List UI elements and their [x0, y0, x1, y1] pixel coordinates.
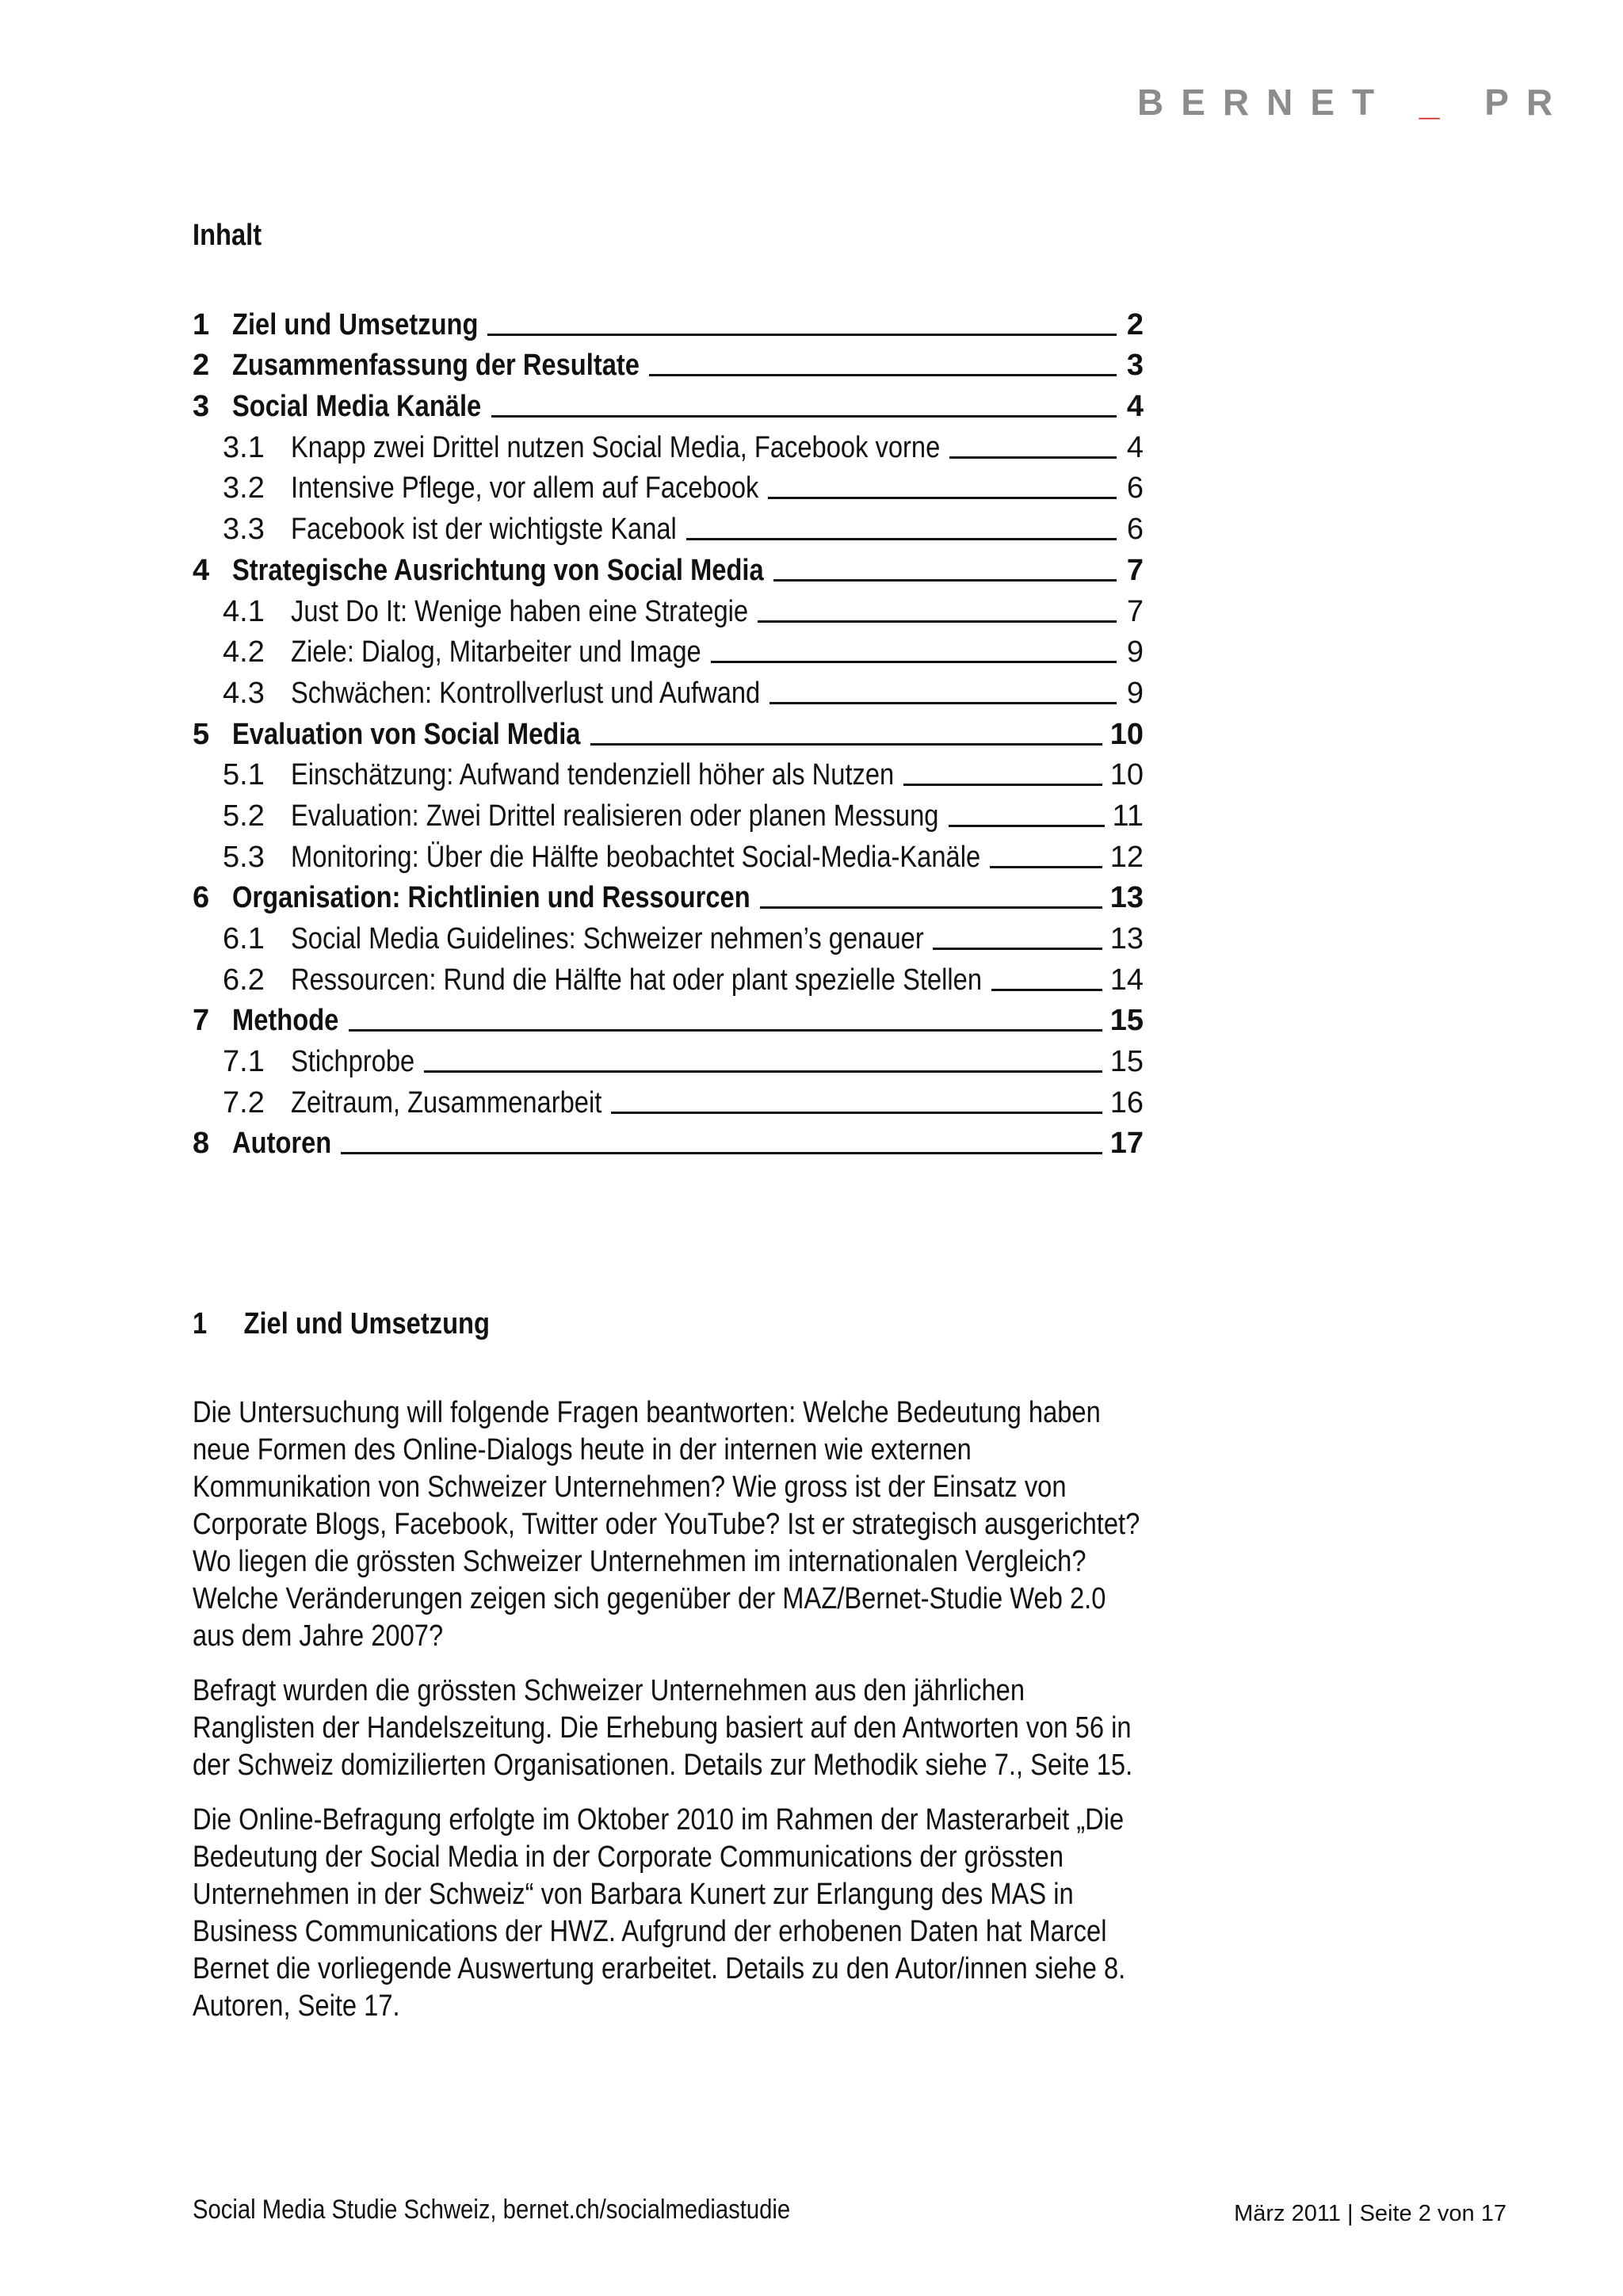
toc-entry-title: Zusammenfassung der Resultate	[232, 349, 640, 383]
toc-leader-line	[949, 456, 1117, 459]
toc-entry-number: 4	[193, 553, 210, 587]
toc-entry-title: Stichprobe	[291, 1045, 415, 1079]
toc-entry[interactable]	[193, 792, 1144, 833]
toc-entry-number: 5.2	[223, 799, 265, 833]
toc-entry[interactable]	[193, 547, 1144, 588]
toc-entry-page: 12	[1109, 840, 1144, 874]
toc-entry-page: 13	[1109, 922, 1144, 955]
toc-entry-page: 4	[1126, 390, 1144, 424]
toc-entry-title: Organisation: Richtlinien und Ressourcen	[232, 881, 750, 915]
toc-leader-line	[686, 538, 1117, 540]
toc-entry-page: 4	[1126, 430, 1144, 464]
footer-source: Social Media Studie Schweiz, bernet.ch/socialmediastudie	[193, 2195, 791, 2225]
logo-text-right: PR	[1484, 82, 1571, 123]
toc-entry[interactable]	[193, 629, 1144, 670]
toc-entry-page: 16	[1109, 1085, 1144, 1119]
paragraph: Die Untersuchung will folgende Fragen beantworten: Welche Bedeutung haben neue Formen des Online-Dialogs heute in der internen wie externen Kommunikation von Schweizer Unternehmen? Wie gross ist der Einsatz von Corporate Blogs, Facebook, Twitter oder YouTube? Ist er strategisch ausgerichtet? Wo liegen die grössten Schweizer Unternehmen im internationalen Vergleich? Welche Veränderungen zeigen sich gegenüber der MAZ/Bernet-Studie Web 2.0 aus dem Jahre 2007?	[193, 1396, 1140, 1653]
toc-entry-number: 4.3	[223, 676, 265, 710]
toc-entry-number: 5.1	[223, 758, 265, 792]
toc-leader-line	[491, 415, 1117, 418]
table-of-contents	[193, 301, 1144, 1161]
toc-entry-page: 10	[1109, 717, 1144, 751]
toc-entry-number: 6.1	[223, 922, 265, 955]
toc-entry-page: 13	[1109, 881, 1144, 915]
toc-entry[interactable]	[193, 301, 1144, 342]
toc-entry-title: Autoren	[232, 1127, 332, 1161]
toc-entry[interactable]	[193, 752, 1144, 793]
toc-entry[interactable]	[193, 342, 1144, 383]
toc-entry-title: Just Do It: Wenige haben eine Strategie	[291, 594, 749, 628]
toc-entry[interactable]	[193, 875, 1144, 916]
toc-entry-title: Evaluation von Social Media	[232, 717, 581, 751]
toc-entry-page: 7	[1126, 553, 1144, 587]
toc-entry-number: 7.1	[223, 1045, 265, 1079]
toc-entry-page: 3	[1126, 349, 1144, 383]
toc-entry-number: 1	[193, 307, 210, 341]
toc-leader-line	[590, 743, 1102, 746]
toc-entry[interactable]	[193, 956, 1144, 997]
toc-entry-title: Strategische Ausrichtung von Social Media	[232, 553, 764, 587]
toc-leader-line	[949, 825, 1105, 827]
logo-underscore: _	[1419, 82, 1457, 123]
toc-entry[interactable]	[193, 424, 1144, 465]
toc-leader-line	[487, 334, 1117, 336]
toc-entry-number: 2	[193, 349, 210, 383]
toc-entry-title: Monitoring: Über die Hälfte beobachtet Social-Media-Kanäle	[291, 840, 981, 874]
section-title: Ziel und Umsetzung	[243, 1307, 490, 1341]
toc-entry[interactable]	[193, 1120, 1144, 1161]
toc-entry-page: 2	[1126, 307, 1144, 341]
toc-entry-page: 17	[1109, 1127, 1144, 1161]
toc-leader-line	[611, 1112, 1102, 1114]
toc-leader-line	[649, 374, 1117, 376]
toc-entry-title: Social Media Kanäle	[232, 390, 482, 424]
toc-entry-number: 3.1	[223, 430, 265, 464]
toc-entry-title: Einschätzung: Aufwand tendenziell höher als Nutzen	[291, 758, 895, 792]
toc-entry-page: 6	[1126, 471, 1144, 505]
toc-leader-line	[933, 948, 1102, 950]
bernet-pr-logo	[1137, 81, 1570, 124]
toc-entry-page: 15	[1109, 1004, 1144, 1038]
toc-entry-title: Facebook ist der wichtigste Kanal	[291, 513, 677, 547]
toc-leader-line	[769, 702, 1117, 704]
toc-entry-number: 6.2	[223, 963, 265, 997]
toc-entry-number: 7.2	[223, 1085, 265, 1119]
toc-entry[interactable]	[193, 669, 1144, 711]
toc-entry-title: Zeitraum, Zusammenarbeit	[291, 1085, 602, 1119]
paragraph: Die Online-Befragung erfolgte im Oktober 2010 im Rahmen der Masterarbeit „Die Bedeutung der Social Media in der Corporate Communications der grössten Unternehmen in der Schweiz“ von Barbara Kunert zur Erlangung des MAS in Business Communications der HWZ. Aufgrund der erhobenen Daten hat Marcel Bernet die vorliegende Auswertung erarbeitet. Details zu den Autor/innen siehe 8. Autoren, Seite 17.	[193, 1803, 1126, 2023]
toc-entry-number: 3	[193, 390, 210, 424]
toc-entry[interactable]	[193, 915, 1144, 956]
toc-entry-title: Methode	[232, 1004, 339, 1038]
toc-entry[interactable]	[193, 1079, 1144, 1120]
toc-leader-line	[768, 497, 1117, 499]
toc-entry-number: 8	[193, 1127, 210, 1161]
toc-leader-line	[903, 784, 1102, 786]
toc-title: Inhalt	[193, 219, 262, 252]
toc-entry-page: 11	[1112, 799, 1144, 833]
toc-entry-title: Evaluation: Zwei Drittel realisieren oder planen Messung	[291, 799, 939, 833]
toc-leader-line	[991, 989, 1102, 991]
toc-leader-line	[773, 579, 1117, 582]
paragraph: Befragt wurden die grössten Schweizer Unternehmen aus den jährlichen Ranglisten der Handelszeitung. Die Erhebung basiert auf den Antworten von 56 in der Schweiz domizilierten Organisationen. Details zur Methodik siehe 7., Seite 15.	[193, 1674, 1133, 1782]
toc-leader-line	[711, 661, 1117, 663]
toc-entry[interactable]	[193, 588, 1144, 629]
toc-entry[interactable]	[193, 997, 1144, 1039]
toc-entry-title: Intensive Pflege, vor allem auf Facebook	[291, 471, 759, 505]
section-heading	[193, 1307, 490, 1341]
toc-entry[interactable]	[193, 711, 1144, 752]
toc-entry[interactable]	[193, 1038, 1144, 1079]
toc-entry-number: 7	[193, 1004, 210, 1038]
section-body	[193, 1394, 1148, 2042]
toc-entry-title: Ziele: Dialog, Mitarbeiter und Image	[291, 635, 701, 669]
toc-entry-number: 3.2	[223, 471, 265, 505]
toc-leader-line	[760, 906, 1102, 909]
toc-entry[interactable]	[193, 505, 1144, 547]
toc-entry[interactable]	[193, 833, 1144, 875]
toc-entry-number: 4.2	[223, 635, 265, 669]
toc-entry-page: 6	[1126, 513, 1144, 547]
toc-entry-title: Schwächen: Kontrollverlust und Aufwand	[291, 676, 761, 710]
toc-entry-title: Ziel und Umsetzung	[232, 307, 479, 341]
toc-entry-number: 3.3	[223, 513, 265, 547]
toc-entry-title: Social Media Guidelines: Schweizer nehmen’s genauer	[291, 922, 924, 955]
toc-entry[interactable]	[193, 465, 1144, 506]
toc-entry-number: 6	[193, 881, 210, 915]
toc-entry-page: 9	[1126, 676, 1144, 710]
toc-entry-page: 15	[1109, 1045, 1144, 1079]
toc-entry-page: 14	[1109, 963, 1144, 997]
toc-entry-number: 5.3	[223, 840, 265, 874]
toc-entry-title: Knapp zwei Drittel nutzen Social Media, Facebook vorne	[291, 430, 941, 464]
toc-entry-number: 4.1	[223, 594, 265, 628]
toc-leader-line	[424, 1070, 1102, 1073]
toc-entry[interactable]	[193, 383, 1144, 424]
toc-leader-line	[349, 1029, 1102, 1032]
toc-leader-line	[990, 866, 1102, 868]
toc-entry-number: 5	[193, 717, 210, 751]
toc-entry-page: 10	[1109, 758, 1144, 792]
toc-leader-line	[341, 1152, 1102, 1154]
footer-page-info: März 2011 | Seite 2 von 17	[1234, 2201, 1507, 2226]
logo-text-left: BERNET	[1137, 82, 1392, 123]
toc-entry-title: Ressourcen: Rund die Hälfte hat oder plant spezielle Stellen	[291, 963, 982, 997]
toc-entry-page: 7	[1126, 594, 1144, 628]
section-number: 1	[193, 1307, 208, 1341]
toc-leader-line	[758, 620, 1117, 623]
toc-entry-page: 9	[1126, 635, 1144, 669]
